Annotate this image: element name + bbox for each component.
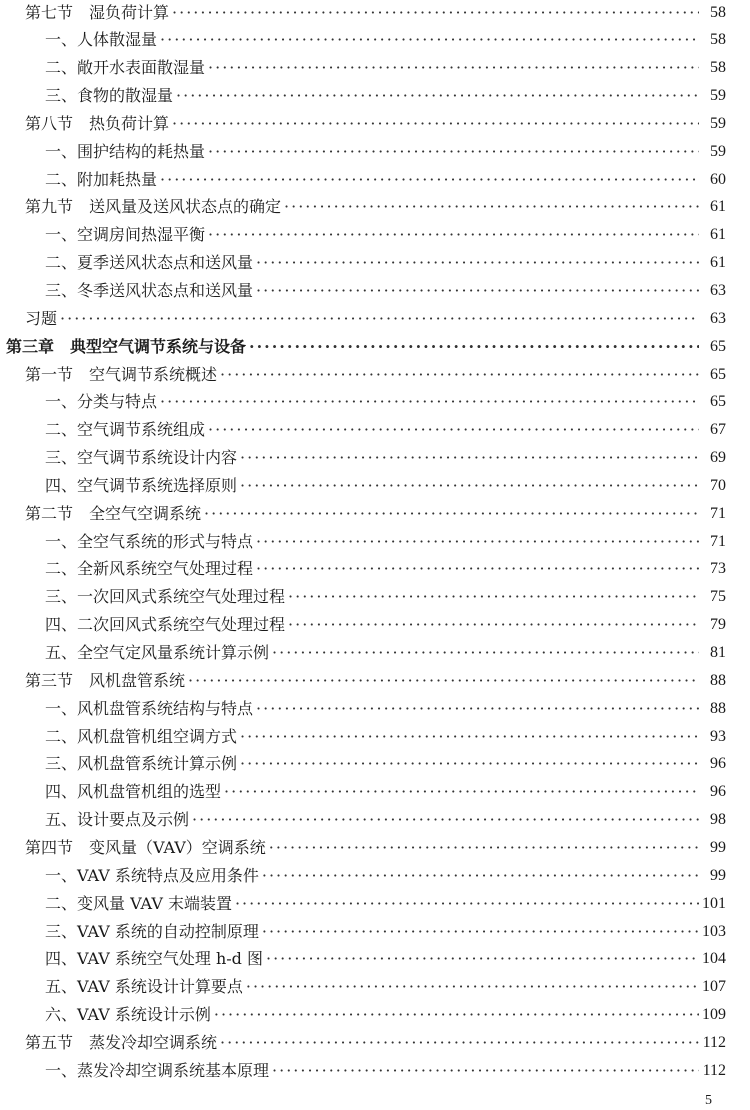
toc-subsection-entry[interactable] xyxy=(0,54,750,82)
toc-entry-title: 一、全空气系统的形式与特点 xyxy=(45,531,254,551)
toc-entry-page: 81 xyxy=(710,644,726,662)
dot-leader xyxy=(256,283,699,299)
dot-leader xyxy=(172,116,699,132)
toc-entry-title: 习题 xyxy=(25,308,58,328)
dot-leader xyxy=(256,534,699,550)
toc-entry-title: 三、冬季送风状态点和送风量 xyxy=(45,280,254,300)
toc-entry-title: 第八节 热负荷计算 xyxy=(25,113,170,133)
toc-entry-title: 二、风机盘管机组空调方式 xyxy=(45,726,238,746)
toc-subsection-entry[interactable] xyxy=(0,389,750,417)
toc-entry-page: 73 xyxy=(710,560,726,578)
toc-subsection-entry[interactable] xyxy=(0,221,750,249)
toc-entry-page: 60 xyxy=(710,170,726,188)
toc-entry-title: 四、空气调节系统选择原则 xyxy=(45,475,238,495)
toc-entry-title: 二、敞开水表面散湿量 xyxy=(45,58,206,78)
toc-entry-page: 112 xyxy=(702,1033,726,1051)
page-number: 5 xyxy=(705,1093,712,1108)
dot-leader xyxy=(240,478,699,494)
toc-subsection-entry[interactable] xyxy=(0,249,750,277)
toc-entry-title: 第三章 典型空气调节系统与设备 xyxy=(6,336,247,356)
toc-entry-page: 99 xyxy=(710,866,726,884)
dot-leader xyxy=(284,199,699,215)
toc-subsection-entry[interactable] xyxy=(0,639,750,667)
toc-subsection-entry[interactable] xyxy=(0,82,750,110)
dot-leader xyxy=(220,1035,699,1051)
dot-leader xyxy=(160,32,699,48)
toc-entry-page: 75 xyxy=(710,588,726,606)
dot-leader xyxy=(262,868,699,884)
toc-entry-page: 70 xyxy=(710,476,726,494)
toc-entry-page: 61 xyxy=(710,254,726,272)
toc-subsection-entry[interactable] xyxy=(0,472,750,500)
toc-subsection-entry[interactable] xyxy=(0,973,750,1001)
toc-subsection-entry[interactable] xyxy=(0,918,750,946)
toc-entry-page: 96 xyxy=(710,755,726,773)
toc-entry-title: 五、设计要点及示例 xyxy=(45,810,190,830)
dot-leader xyxy=(208,144,699,160)
toc-entry-page: 79 xyxy=(710,616,726,634)
toc-entry-title: 一、VAV 系统特点及应用条件 xyxy=(45,865,259,885)
toc-entry-title: 第四节 变风量（VAV）空调系统 xyxy=(25,837,266,857)
dot-leader xyxy=(266,951,699,967)
dot-leader xyxy=(214,1007,699,1023)
toc-entry-page: 104 xyxy=(702,950,726,968)
toc-subsection-entry[interactable] xyxy=(0,416,750,444)
dot-leader xyxy=(176,88,699,104)
toc-subsection-entry[interactable] xyxy=(0,27,750,55)
dot-leader xyxy=(256,561,699,577)
toc-entry-title: 三、风机盘管系统计算示例 xyxy=(45,754,238,774)
toc-subsection-entry[interactable] xyxy=(0,166,750,194)
toc-entry-title: 五、VAV 系统设计计算要点 xyxy=(45,977,243,997)
toc-entry-title: 一、围护结构的耗热量 xyxy=(45,141,206,161)
dot-leader xyxy=(288,617,699,633)
toc-entry-title: 二、夏季送风状态点和送风量 xyxy=(45,253,254,273)
toc-entry-page: 109 xyxy=(702,1006,726,1024)
toc-entry-title: 二、附加耗热量 xyxy=(45,169,158,189)
toc-entry-title: 第九节 送风量及送风状态点的确定 xyxy=(25,197,282,217)
toc-subsection-entry[interactable] xyxy=(0,695,750,723)
toc-entry-title: 第一节 空气调节系统概述 xyxy=(25,364,218,384)
dot-leader xyxy=(246,979,699,995)
toc-section-entry[interactable] xyxy=(0,0,750,26)
toc-subsection-entry[interactable] xyxy=(0,806,750,834)
toc-entry-title: 一、人体散湿量 xyxy=(45,30,158,50)
toc-section-entry[interactable] xyxy=(0,110,750,138)
toc-subsection-entry[interactable] xyxy=(0,584,750,612)
dot-leader xyxy=(269,840,699,856)
toc-entry-title: 一、分类与特点 xyxy=(45,392,158,412)
toc-entry-page: 65 xyxy=(710,337,726,355)
toc-entry-title: 一、风机盘管系统结构与特点 xyxy=(45,698,254,718)
toc-entry-title: 一、蒸发冷却空调系统基本原理 xyxy=(45,1060,270,1080)
toc-subsection-entry[interactable] xyxy=(0,723,750,751)
toc-subsection-entry[interactable] xyxy=(0,862,750,890)
dot-leader xyxy=(220,367,699,383)
toc-entry-title: 三、一次回风式系统空气处理过程 xyxy=(45,587,286,607)
toc-entry-title: 二、变风量 VAV 末端装置 xyxy=(45,893,232,913)
toc-entry-page: 59 xyxy=(710,87,726,105)
toc-entry-title: 第三节 风机盘管系统 xyxy=(25,670,186,690)
toc-entry-page: 96 xyxy=(710,783,726,801)
toc-entry-title: 二、空气调节系统组成 xyxy=(45,420,206,440)
toc-entry-title: 一、空调房间热湿平衡 xyxy=(45,225,206,245)
toc-entry-page: 63 xyxy=(710,281,726,299)
toc-entry-page: 107 xyxy=(702,978,726,996)
toc-subsection-entry[interactable] xyxy=(0,946,750,974)
toc-entry-page: 99 xyxy=(710,838,726,856)
dot-leader xyxy=(272,1063,699,1079)
toc-entry-page: 65 xyxy=(710,365,726,383)
dot-leader xyxy=(256,701,699,717)
toc-entry-page: 58 xyxy=(710,59,726,77)
toc-subsection-entry[interactable] xyxy=(0,528,750,556)
toc-subsection-entry[interactable] xyxy=(0,1001,750,1029)
toc-subsection-entry[interactable] xyxy=(0,890,750,918)
toc-subsection-entry[interactable] xyxy=(0,1057,750,1085)
toc-entry-page: 93 xyxy=(710,727,726,745)
toc-entry-title: 四、风机盘管机组的选型 xyxy=(45,782,222,802)
dot-leader xyxy=(172,5,699,21)
toc-entry-title: 第二节 全空气空调系统 xyxy=(25,503,202,523)
toc-subsection-entry[interactable] xyxy=(0,751,750,779)
toc-entry-page: 58 xyxy=(710,31,726,49)
toc-subsection-entry[interactable] xyxy=(0,778,750,806)
toc-entry-page: 58 xyxy=(710,3,726,21)
toc-entry-page: 101 xyxy=(702,894,726,912)
toc-entry-page: 59 xyxy=(710,114,726,132)
toc-entry-page: 88 xyxy=(710,699,726,717)
dot-leader xyxy=(188,673,699,689)
toc-entry-page: 103 xyxy=(702,922,726,940)
toc-entry-page: 71 xyxy=(710,532,726,550)
toc-entry-page: 59 xyxy=(710,142,726,160)
dot-leader xyxy=(160,172,699,188)
toc-entry-page: 61 xyxy=(710,198,726,216)
toc-entry-title: 五、全空气定风量系统计算示例 xyxy=(45,643,270,663)
toc-entry-title: 三、VAV 系统的自动控制原理 xyxy=(45,921,259,941)
dot-leader xyxy=(192,812,699,828)
toc-entry-page: 67 xyxy=(710,421,726,439)
toc-entry-title: 四、二次回风式系统空气处理过程 xyxy=(45,615,286,635)
toc-entry-page: 112 xyxy=(702,1061,726,1079)
toc-section-entry[interactable] xyxy=(0,500,750,528)
toc-entry-title: 二、全新风系统空气处理过程 xyxy=(45,559,254,579)
toc-section-entry[interactable] xyxy=(0,667,750,695)
toc-section-entry[interactable] xyxy=(0,361,750,389)
dot-leader xyxy=(208,60,699,76)
toc-section-entry[interactable] xyxy=(0,834,750,862)
toc-subsection-entry[interactable] xyxy=(0,611,750,639)
toc-entry-page: 88 xyxy=(710,671,726,689)
dot-leader xyxy=(256,255,699,271)
toc-entry-page: 98 xyxy=(710,811,726,829)
toc-entry-title: 第五节 蒸发冷却空调系统 xyxy=(25,1032,218,1052)
toc-subsection-entry[interactable] xyxy=(0,444,750,472)
toc-entry-title: 三、空气调节系统设计内容 xyxy=(45,448,238,468)
dot-leader xyxy=(208,422,699,438)
toc-chapter-entry[interactable] xyxy=(0,333,750,361)
toc-entry-title: 六、VAV 系统设计示例 xyxy=(45,1005,211,1025)
dot-leader xyxy=(240,756,699,772)
toc-entry-page: 61 xyxy=(710,226,726,244)
dot-leader xyxy=(272,645,699,661)
dot-leader xyxy=(208,227,699,243)
toc-section-entry[interactable] xyxy=(0,1029,750,1057)
toc-subsection-entry[interactable] xyxy=(0,277,750,305)
toc-entry-title: 三、食物的散湿量 xyxy=(45,86,174,106)
dot-leader xyxy=(160,394,699,410)
toc-entry-title: 四、VAV 系统空气处理 h-d 图 xyxy=(45,949,263,969)
dot-leader xyxy=(288,589,699,605)
toc-entry-title: 第七节 湿负荷计算 xyxy=(25,2,170,22)
toc-subsection-entry[interactable] xyxy=(0,138,750,166)
dot-leader xyxy=(240,450,699,466)
dot-leader xyxy=(60,311,699,327)
toc-section-entry[interactable] xyxy=(0,194,750,222)
dot-leader xyxy=(262,924,699,940)
toc-entry-page: 65 xyxy=(710,393,726,411)
toc-subsection-entry[interactable] xyxy=(0,556,750,584)
toc-entry-page: 63 xyxy=(710,309,726,327)
toc-section-entry[interactable] xyxy=(0,305,750,333)
dot-leader xyxy=(240,729,699,745)
toc-entry-page: 71 xyxy=(710,504,726,522)
toc-entry-page: 69 xyxy=(710,449,726,467)
dot-leader xyxy=(249,339,699,355)
dot-leader xyxy=(224,784,699,800)
dot-leader xyxy=(235,896,699,912)
dot-leader xyxy=(204,506,699,522)
